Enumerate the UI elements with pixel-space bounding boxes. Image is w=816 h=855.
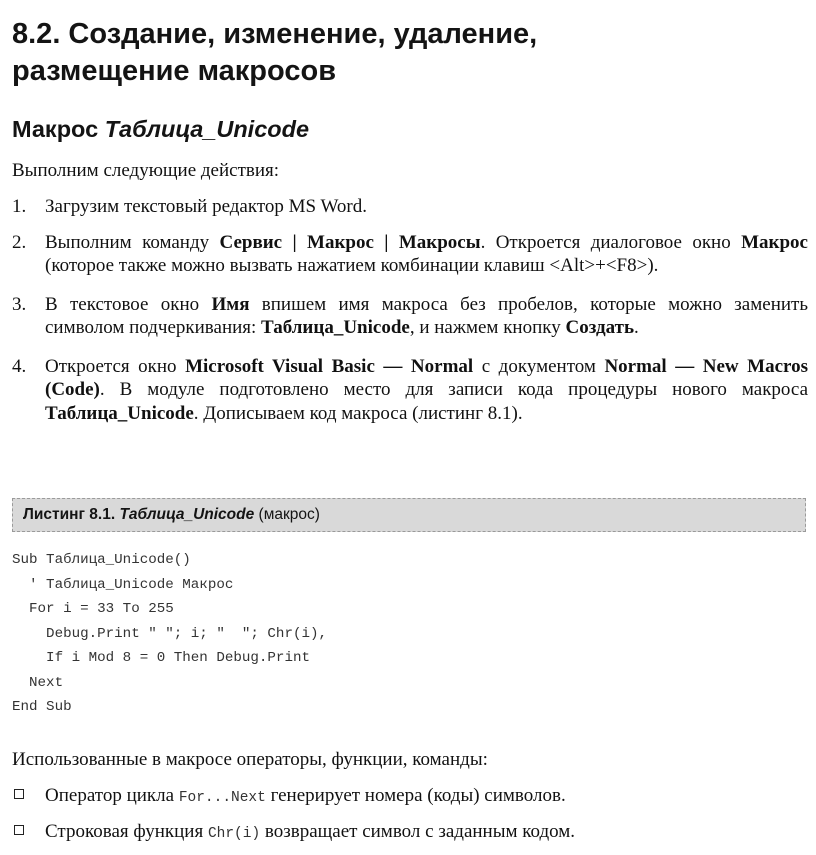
macro-subheading bbox=[12, 114, 309, 144]
operator-code: For...Next bbox=[178, 790, 266, 806]
code-line: End Sub bbox=[12, 699, 72, 715]
window-name: Microsoft Visual Basic — Normal bbox=[185, 355, 474, 377]
section-heading-line-2: размещение макросов bbox=[12, 55, 337, 87]
listing-label: Листинг 8.1. bbox=[23, 506, 116, 523]
step-text: впишем имя макроса без пробелов, которые можно заменить символом подчеркивания: bbox=[45, 293, 809, 338]
step-number: 2. bbox=[12, 231, 27, 253]
code-listing bbox=[12, 548, 327, 720]
operator-item bbox=[12, 783, 808, 811]
intro-paragraph: Выполним следующие действия: bbox=[12, 160, 280, 181]
listing-macro-name: Таблица_Unicode bbox=[119, 506, 255, 523]
step-text: , и нажмем кнопку bbox=[409, 317, 566, 338]
steps-list bbox=[12, 195, 808, 425]
step-text: В текстовое окно bbox=[45, 293, 212, 315]
operator-text: возвращает символ с заданным кодом. bbox=[260, 821, 576, 842]
step-text: Загрузим текстовый редактор MS Word. bbox=[45, 196, 367, 217]
step-number: 4. bbox=[12, 355, 27, 377]
step-item bbox=[12, 195, 808, 219]
step-text: с документом bbox=[473, 355, 605, 377]
operators-intro: Использованные в макросе операторы, функции, команды: bbox=[12, 749, 488, 770]
step-text: . Дописываем код макроса (листинг 8.1). bbox=[193, 402, 523, 424]
step-item bbox=[12, 293, 808, 340]
operator-code: Chr(i) bbox=[207, 826, 261, 842]
checkbox-bullet-icon bbox=[14, 789, 24, 799]
listing-caption bbox=[12, 498, 806, 532]
menu-path: Сервис | Макрос | Макросы bbox=[219, 231, 481, 253]
operator-text: Строковая функция bbox=[45, 821, 208, 842]
section-heading bbox=[12, 16, 802, 90]
code-line: For i = 33 To 255 bbox=[12, 601, 174, 617]
step-number: 1. bbox=[12, 196, 27, 217]
button-name: Создать bbox=[565, 317, 634, 338]
field-name: Имя bbox=[211, 293, 250, 315]
code-line: Next bbox=[12, 674, 64, 691]
step-text: . bbox=[634, 317, 639, 338]
dialog-name: Макрос bbox=[741, 231, 808, 253]
step-text: (которое также можно вызвать нажатием комбинации клавиш <Alt>+<F8>). bbox=[45, 255, 659, 276]
macro-name: Таблица_Unicode bbox=[261, 317, 410, 338]
operators-list bbox=[12, 783, 808, 855]
operator-item bbox=[12, 819, 808, 847]
step-item bbox=[12, 231, 808, 278]
code-line: If i Mod 8 = 0 Then Debug.Print bbox=[12, 650, 310, 666]
code-line: Sub Таблица_Unicode() bbox=[12, 552, 191, 568]
document-name: Normal — New Macros (Code) bbox=[45, 355, 808, 400]
checkbox-bullet-icon bbox=[14, 825, 24, 835]
macro-name: Таблица_Unicode bbox=[45, 402, 194, 424]
subheading-prefix: Макрос bbox=[12, 116, 105, 142]
operator-text: Оператор цикла bbox=[45, 785, 179, 806]
subheading-macro-name: Таблица_Unicode bbox=[104, 116, 310, 142]
step-text: . В модуле подготовлено место для записи кода процедуры нового макроса bbox=[99, 379, 808, 400]
code-line: Debug.Print " "; i; " "; Chr(i), bbox=[12, 625, 328, 642]
step-item bbox=[12, 355, 808, 426]
code-line: ' Таблица_Unicode Макрос bbox=[12, 576, 234, 593]
operator-text: генерирует номера (коды) символов. bbox=[265, 785, 566, 806]
step-number: 3. bbox=[12, 293, 27, 315]
section-heading-line-1: 8.2. Создание, изменение, удаление, bbox=[12, 18, 538, 50]
step-text: Выполним команду bbox=[45, 231, 220, 253]
step-text: Откроется окно bbox=[45, 355, 186, 377]
listing-suffix: (макрос) bbox=[258, 506, 320, 523]
step-text: . Откроется диалоговое окно bbox=[480, 231, 742, 253]
